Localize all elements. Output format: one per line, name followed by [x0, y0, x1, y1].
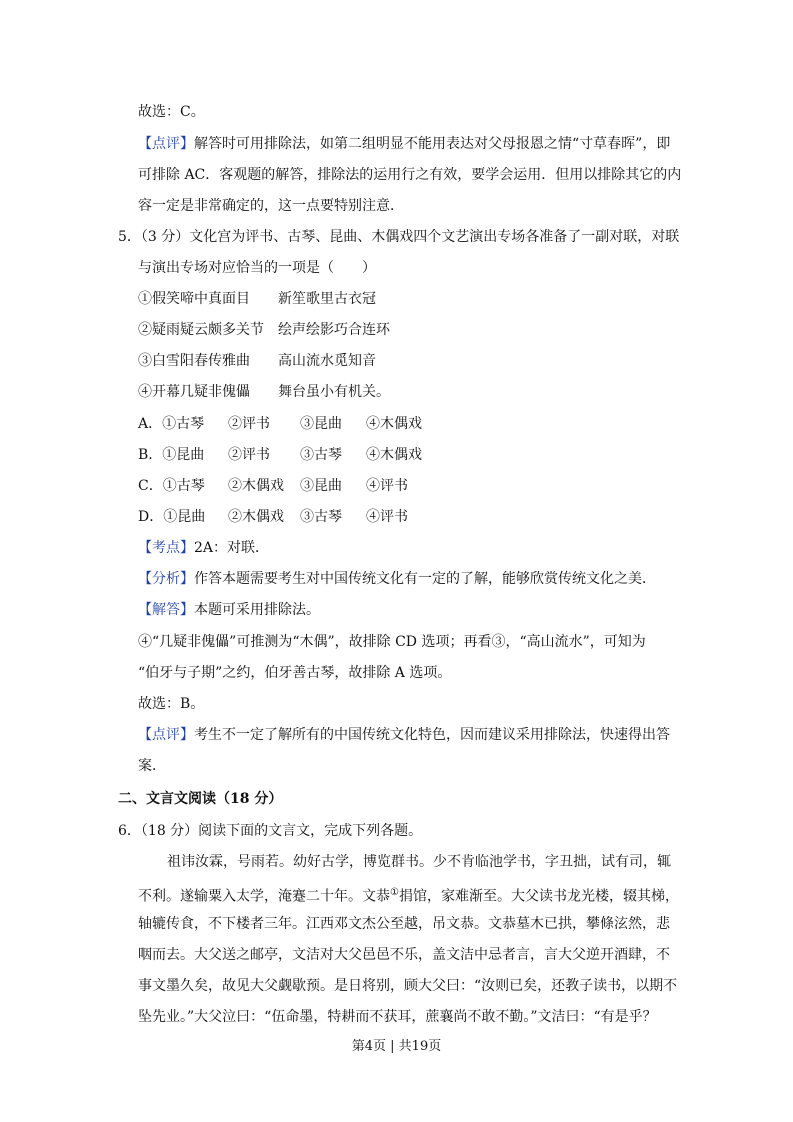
passage-line2 [138, 883, 679, 907]
option-d-3: ③古琴 [300, 509, 342, 525]
q5-fenxi [138, 569, 656, 589]
conclusion-q4: 故选：C。 [138, 104, 205, 120]
passage-line5: 事文墨久矣，故见大父觑歇预。是日将别，顾大父曰：“汝则已矣，还教子读书，以期不 [138, 978, 678, 994]
q5-answer-line1: ④“几疑非傀儡”可推测为“木偶”，故排除 CD 选项；再看③，“高山流水”，可知为 [138, 634, 646, 650]
option-c-3: ③昆曲 [300, 478, 342, 494]
option-b-3: ③古琴 [300, 447, 342, 463]
comment-q4-line3: 容一定是非常确定的，这一点要特别注意． [138, 198, 404, 214]
passage-line1: 祖讳汝霖，号雨若。幼好古学，博览群书。少不肯临池学书，字丑拙，试有司，辄 [167, 854, 671, 870]
option-b [138, 445, 422, 465]
kaodian-text: 2A：对联． [194, 540, 270, 556]
option-b-2: ②评书 [228, 447, 270, 463]
comment-tag: 【点评】 [138, 136, 194, 152]
jieda-tag: 【解答】 [138, 602, 194, 618]
option-d-2: ②木偶戏 [228, 509, 284, 525]
passage-line6: 坠先业。”大父泣曰：“伍命墨，特耕而不获耳，蔗襄尚不敢不勤。”文洁曰：“有是乎？ [138, 1009, 657, 1025]
comment-text: 解答时可用排除法，如第二组明显不能用表达对父母报恩之情“寸草春晖”，即 [194, 136, 671, 152]
couplet-4: ④开幕几疑非傀儡 舞台虽小有机关。 [138, 384, 390, 400]
passage-line3: 轴辘传食，不下楼者三年。江西邓文杰公至越，吊文恭。文恭墓木已拱，攀條泫然，悲 [138, 916, 670, 932]
q5-kaodian [138, 538, 269, 558]
q5-stem-line1: 5．（3 分）文化宫为评书、古琴、昆曲、木偶戏四个文艺演出专场各准备了一副对联，对联 [118, 229, 680, 245]
option-a-2: ②评书 [228, 416, 270, 432]
option-c [138, 476, 408, 496]
option-a [138, 414, 422, 434]
option-c-2: ②木偶戏 [228, 478, 284, 494]
passage-line2-b: 捐馆，家难渐至。大父读书龙光楼，辍其梯， [398, 888, 679, 905]
page-footer: 第4页 | 共19页 [351, 1039, 442, 1054]
q5-dianping-line2: 案． [138, 758, 166, 774]
passage-line4: 咽而去。大父送之邮亭，文洁对大父邑邑不乐，盖文洁中忌者言，言大父逆开酒肆，不 [138, 947, 670, 963]
option-b-1: B．①昆曲 [138, 447, 205, 463]
q5-stem-line2: 与演出专场对应恰当的一项是（ ） [138, 260, 376, 276]
q6-stem: 6．（18 分）阅读下面的文言文，完成下列各题。 [118, 823, 423, 839]
option-b-4: ④木偶戏 [366, 447, 422, 463]
option-c-4: ④评书 [366, 478, 408, 494]
option-a-1: A．①古琴 [138, 416, 205, 432]
option-d-1: D．①昆曲 [138, 509, 206, 525]
option-c-1: C．①古琴 [138, 478, 205, 494]
dianping-tag: 【点评】 [138, 727, 194, 743]
option-d-4: ④评书 [366, 509, 408, 525]
couplet-1: ①假笑啼中真面目 新笙歌里古衣冠 [138, 291, 376, 307]
fenxi-tag: 【分析】 [138, 571, 194, 587]
q5-answer-line2: “伯牙与子期”之约，伯牙善古琴，故排除 A 选项。 [138, 665, 452, 681]
fenxi-text: 作答本题需要考生对中国传统文化有一定的了解，能够欣赏传统文化之美． [194, 571, 656, 587]
option-d [138, 507, 408, 527]
couplet-3: ③白雪阳春传雅曲 高山流水觅知音 [138, 353, 376, 369]
section-heading: 二、文言文阅读（18 分） [118, 791, 283, 807]
option-a-3: ③昆曲 [300, 416, 342, 432]
passage-line2-a: 不利。遂输粟入太学，淹蹇二十年。文恭 [138, 888, 390, 905]
dianping-text: 考生不一定了解所有的中国传统文化特色，因而建议采用排除法，快速得出答 [194, 727, 670, 743]
jieda-text: 本题可采用排除法。 [194, 602, 320, 618]
footnote-marker: ① [390, 887, 399, 898]
q5-jieda [138, 600, 320, 620]
comment-q4-line2: 可排除 AC．客观题的解答，排除法的运用行之有效，要学会运用．但用以排除其它的内 [138, 167, 682, 183]
q5-conclusion: 故选：B。 [138, 696, 205, 712]
q5-dianping [138, 725, 670, 745]
comment-q4-line1 [138, 134, 670, 154]
couplet-2: ②疑雨疑云颇多关节 绘声绘影巧合连环 [138, 322, 390, 338]
kaodian-tag: 【考点】 [138, 540, 194, 556]
option-a-4: ④木偶戏 [366, 416, 422, 432]
